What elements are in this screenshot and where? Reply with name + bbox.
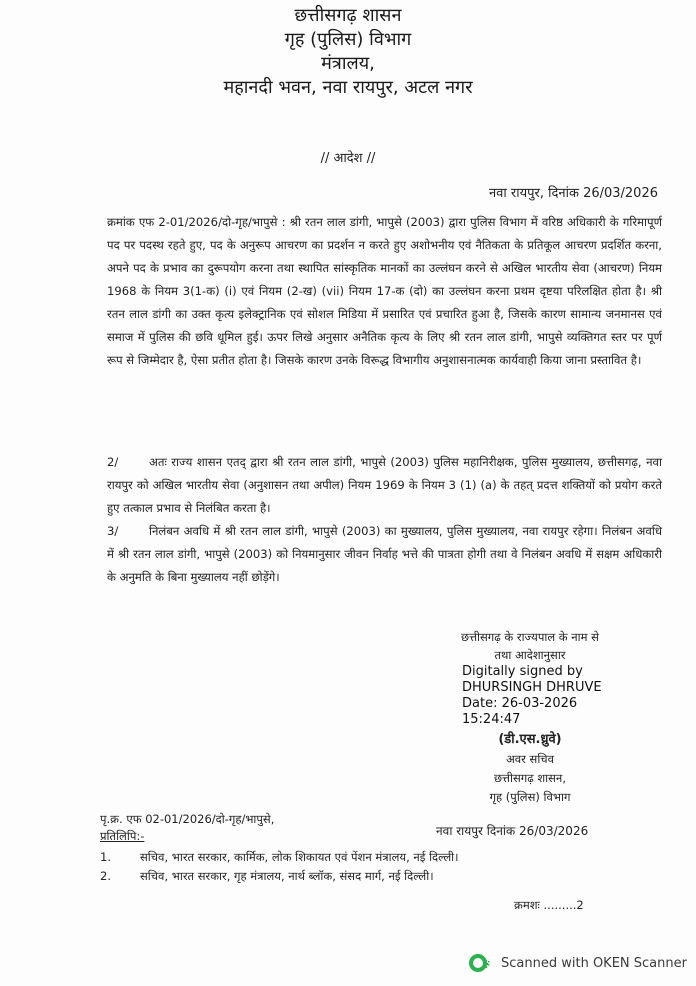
list-item-text: सचिव, भारत सरकार, गृह मंत्रालय, नार्थ ब्लॉक, संसद मार्ग, नई दिल्ली। [140,869,434,883]
paragraph-text: निलंबन अवधि में श्री रतन लाल डांगी, भापुसे (2003) का मुख्यालय, पुलिस मुख्यालय, नवा रायपुर रहेगा। निलंबन अवधि में श्री रतन लाल डांगी, भापुसे (2003) को नियमानुसार जीवन निर्वाह भत्ते की पात्रता होगी तथा वे निलंबन अवधि में सक्षम अधिकारी के अनुमति के बिना मुख्यालय नहीं छोड़ेंगे। [107,524,662,584]
endorsement-ref-number: पृ.क्र. एफ 02-01/2026/दो-गृह/भापुसे, [100,812,275,826]
list-item-text: सचिव, भारत सरकार, कार्मिक, लोक शिकायत एवं पेंशन मंत्रालय, नई दिल्ली। [140,850,459,864]
signatory-designation: अवर सचिव [506,752,554,766]
paragraph-text: अतः राज्य शासन एतद् द्वारा श्री रतन लाल डांगी, भापुसे (2003) पुलिस महानिरीक्षक, पुलिस मुख्यालय, छत्तीसगढ़, नवा रायपुर को अखिल भारतीय सेवा (अनुशासन तथा अपील) नियम 1969 के नियम 3 (1) (a) के तहत् प्रदत्त शक्तियों को प्रयोग करते हुए तत्काल प्रभाव से निलंबित करता है। [107,455,662,515]
order-paragraph-1 [107,211,662,372]
digital-signature-line-1: Digitally signed by [462,664,583,679]
scanner-label: Scanned with OKEN Scanner [501,955,687,971]
signatory-name: (डी.एस.ध्रुवे) [498,732,562,747]
digital-signature-time: 15:24:47 [462,712,521,727]
digital-signature-signer: DHURSINGH DHRUVE [462,680,602,695]
digital-signature-date: Date: 26-03-2026 [462,696,578,711]
endorsement-place-date: नवा रायपुर दिनांक 26/03/2026 [436,824,589,838]
signature-block [430,628,630,807]
continued-marker: क्रमशः .........2 [514,898,584,912]
department-name: गृह (पुलिस) विभाग [284,29,412,50]
ministry-label: मंत्रालय, [321,53,375,74]
order-paragraph-2 [107,451,662,520]
letterhead [0,4,696,100]
list-item-number: 1. [100,850,111,864]
digital-signature [462,664,630,728]
scanner-watermark [469,953,687,973]
paragraph-number: 3/ [107,524,119,538]
list-item [100,867,660,886]
oken-scanner-logo-icon [469,953,491,973]
copy-recipients-list [100,848,660,886]
authority-line-1: छत्तीसगढ़ के राज्यपाल के नाम से [461,630,599,644]
office-address: महानदी भवन, नवा रायपुर, अटल नगर [223,77,473,98]
order-title: // आदेश // [320,151,376,166]
government-name: छत्तीसगढ़ शासन [294,5,402,26]
list-item [100,848,660,867]
signatory-office-1: छत्तीसगढ़ शासन, [494,771,566,785]
signatory-office-2: गृह (पुलिस) विभाग [489,790,571,804]
paragraph-text: क्रमांक एफ 2-01/2026/दो-गृह/भापुसे : श्री रतन लाल डांगी, भापुसे (2003) द्वारा पुलिस विभाग में वरिष्ठ अधिकारी के गरिमापूर्ण पद पर पदस्थ रहते हुए, पद के अनुरूप आचरण का प्रदर्शन न करते हुए अशोभनीय एवं नैतिकता के प्रतिकूल आचरण प्रदर्शित करना, अपने पद के प्रभाव का दुरूपयोग करना तथा स्थापित सांस्कृतिक मानकों का उल्लंघन करने से अखिल भारतीय सेवा (आचरण) नियम 1968 के नियम 3(1-क) (i) एवं नियम (2-ख) (vii) नियम 17-क (दो) का उल्लंघन करना प्रथम दृष्टया परिलक्षित होता है। श्री रतन लाल डांगी का उक्त कृत्य इलेक्ट्रानिक एवं सोशल मिडिया में प्रसारित एवं प्रचारित हुआ है, जिसके कारण सामान्य जनमानस एवं समाज में पुलिस की छवि धूमिल हुई। ऊपर लिखे अनुसार अनैतिक कृत्य के लिए श्री रतन लाल डांगी, भापुसे व्यक्तिगत स्तर पर पूर्ण रूप से जिम्मेदार है, ऐसा प्रतीत होता है। जिसके कारण उनके विरूद्ध विभागीय अनुशासनात्मक कार्यवाही किया जाना प्रस्तावित है। [107,215,662,367]
order-place-date: नवा रायपुर, दिनांक 26/03/2026 [488,186,658,201]
copy-to-label: प्रतिलिपि:- [100,829,145,843]
list-item-number: 2. [100,869,111,883]
paragraph-number: 2/ [107,455,119,469]
order-paragraph-3 [107,520,662,589]
authority-line-2: तथा आदेशानुसार [494,648,566,662]
